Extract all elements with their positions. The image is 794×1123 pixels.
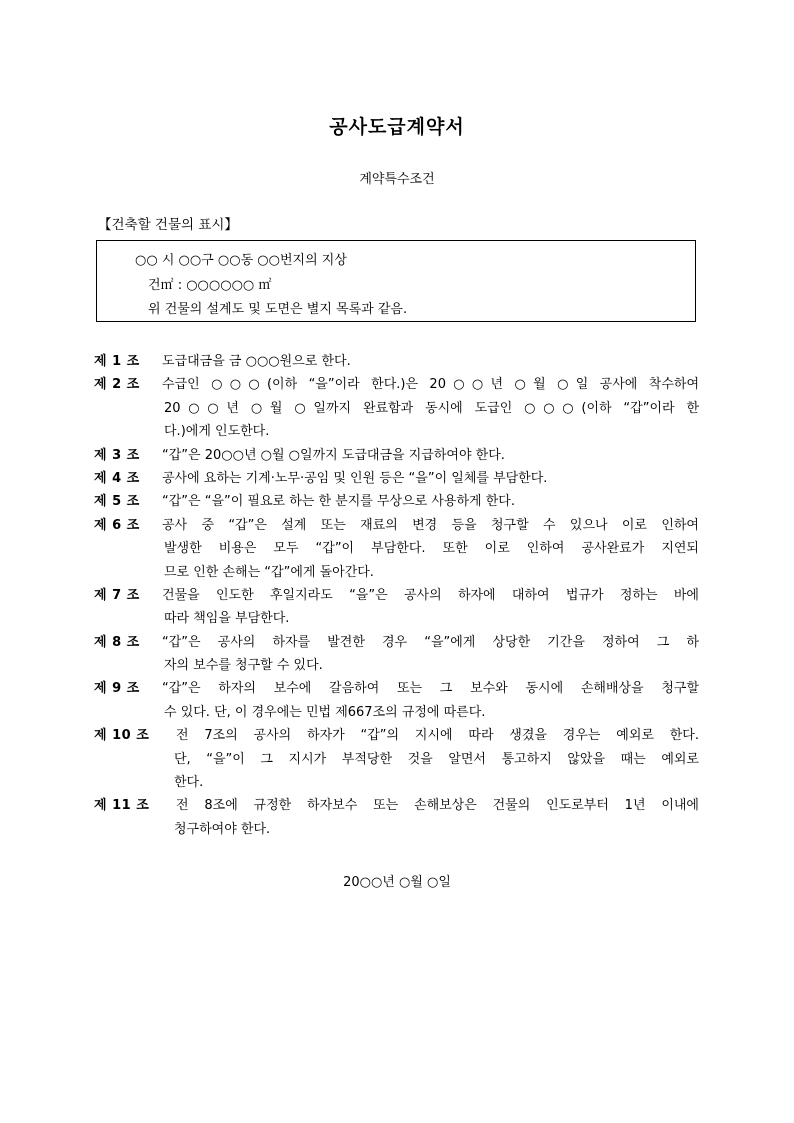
article-heading: 제 8 조: [94, 634, 140, 650]
article-heading: 제 5 조: [94, 494, 140, 510]
article-1: [94, 350, 702, 373]
article-heading: 제 2 조: [94, 377, 140, 393]
article-text-line: 20○○년 ○월 ○일까지 완료함과 동시에 도급인 ○○○(이하 “갑”이라 한: [164, 400, 699, 416]
article-text-line: 수급인 ○○○(이하 “을”이라 한다.)은 20○○년 ○월 ○일 공사에 착수하여: [162, 377, 699, 393]
building-area: 건㎡ : ○○○○○○ ㎡: [148, 278, 272, 293]
article-text-line: 자의 보수를 청구할 수 있다.: [164, 658, 323, 674]
article-heading: 제 11 조: [94, 798, 150, 814]
article-heading: 제 3 조: [94, 447, 140, 463]
article-9: [94, 677, 702, 724]
article-4: [94, 467, 702, 490]
article-text-line: 건물을 인도한 후일지라도 “을”은 공사의 하자에 대하여 법규가 정하는 바에: [162, 587, 699, 603]
article-text-line: 청구하여야 한다.: [174, 821, 271, 837]
article-text-line: 다.)에게 인도한다.: [164, 424, 270, 440]
article-text-line: “갑”은 20○○년 ○월 ○일까지 도급대금을 지급하여야 한다.: [162, 447, 505, 463]
article-8: [94, 631, 702, 678]
building-description-box: [96, 240, 696, 322]
article-text-line: “갑”은 “을”이 필요로 하는 한 분지를 무상으로 사용하게 한다.: [162, 494, 515, 510]
article-7: [94, 584, 702, 631]
article-heading: 제 10 조: [94, 728, 150, 744]
building-drawings-note: 위 건물의 설계도 및 도면은 별지 목록과 같음.: [148, 302, 408, 317]
article-6: [94, 514, 702, 584]
article-text-line: 단, “을”이 그 지시가 부적당한 것을 알면서 통고하지 않았을 때는 예외로: [174, 751, 699, 767]
article-5: [94, 490, 702, 513]
article-heading: 제 4 조: [94, 470, 140, 486]
document-subtitle: 계약특수조건: [359, 172, 435, 187]
article-text-line: 공사에 요하는 기계·노무·공임 및 인원 등은 “을”이 일체를 부담한다.: [162, 470, 548, 486]
article-heading: 제 1 조: [94, 354, 140, 369]
article-text-line: “갑”은 공사의 하자를 발견한 경우 “을”에게 상당한 기간을 정하여 그 하: [162, 634, 699, 650]
article-heading: 제 6 조: [94, 517, 140, 533]
contract-date: 20○○년 ○월 ○일: [343, 875, 451, 890]
building-location: ○○ 시 ○○구 ○○동 ○○번지의 지상: [135, 253, 347, 268]
document-title: 공사도급계약서: [329, 116, 465, 138]
article-11: [94, 794, 702, 841]
article-text-line: 발생한 비용은 모두 “갑”이 부담한다. 또한 이로 인하여 공사완료가 지연되: [164, 541, 699, 557]
article-text-line: 도급대금을 금 ○○○원으로 한다.: [162, 354, 351, 369]
article-text-line: 전 7조의 공사의 하자가 “갑”의 지시에 따라 생겼을 경우는 예외로 한다.: [176, 728, 699, 744]
article-text-line: “갑”은 하자의 보수에 갈음하여 또는 그 보수와 동시에 손해배상을 청구할: [162, 681, 699, 697]
article-heading: 제 9 조: [94, 681, 140, 697]
article-10: [94, 724, 702, 794]
article-2: [94, 373, 702, 443]
article-heading: 제 7 조: [94, 587, 140, 603]
article-text-line: 므로 인한 손해는 “갑”에게 돌아간다.: [164, 564, 374, 580]
article-text-line: 공사 중 “갑”은 설계 또는 재료의 변경 등을 청구할 수 있으나 이로 인하여: [162, 517, 699, 533]
article-list: [94, 350, 702, 841]
article-3: [94, 444, 702, 467]
building-section-label: 【건축할 건물의 표시】: [98, 217, 238, 233]
article-text-line: 전 8조에 규정한 하자보수 또는 손해보상은 건물의 인도로부터 1년 이내에: [176, 798, 699, 814]
article-text-line: 수 있다. 단, 이 경우에는 민법 제667조의 규정에 따른다.: [164, 704, 486, 720]
article-text-line: 따라 책임을 부담한다.: [164, 611, 290, 627]
article-text-line: 한다.: [174, 775, 204, 791]
